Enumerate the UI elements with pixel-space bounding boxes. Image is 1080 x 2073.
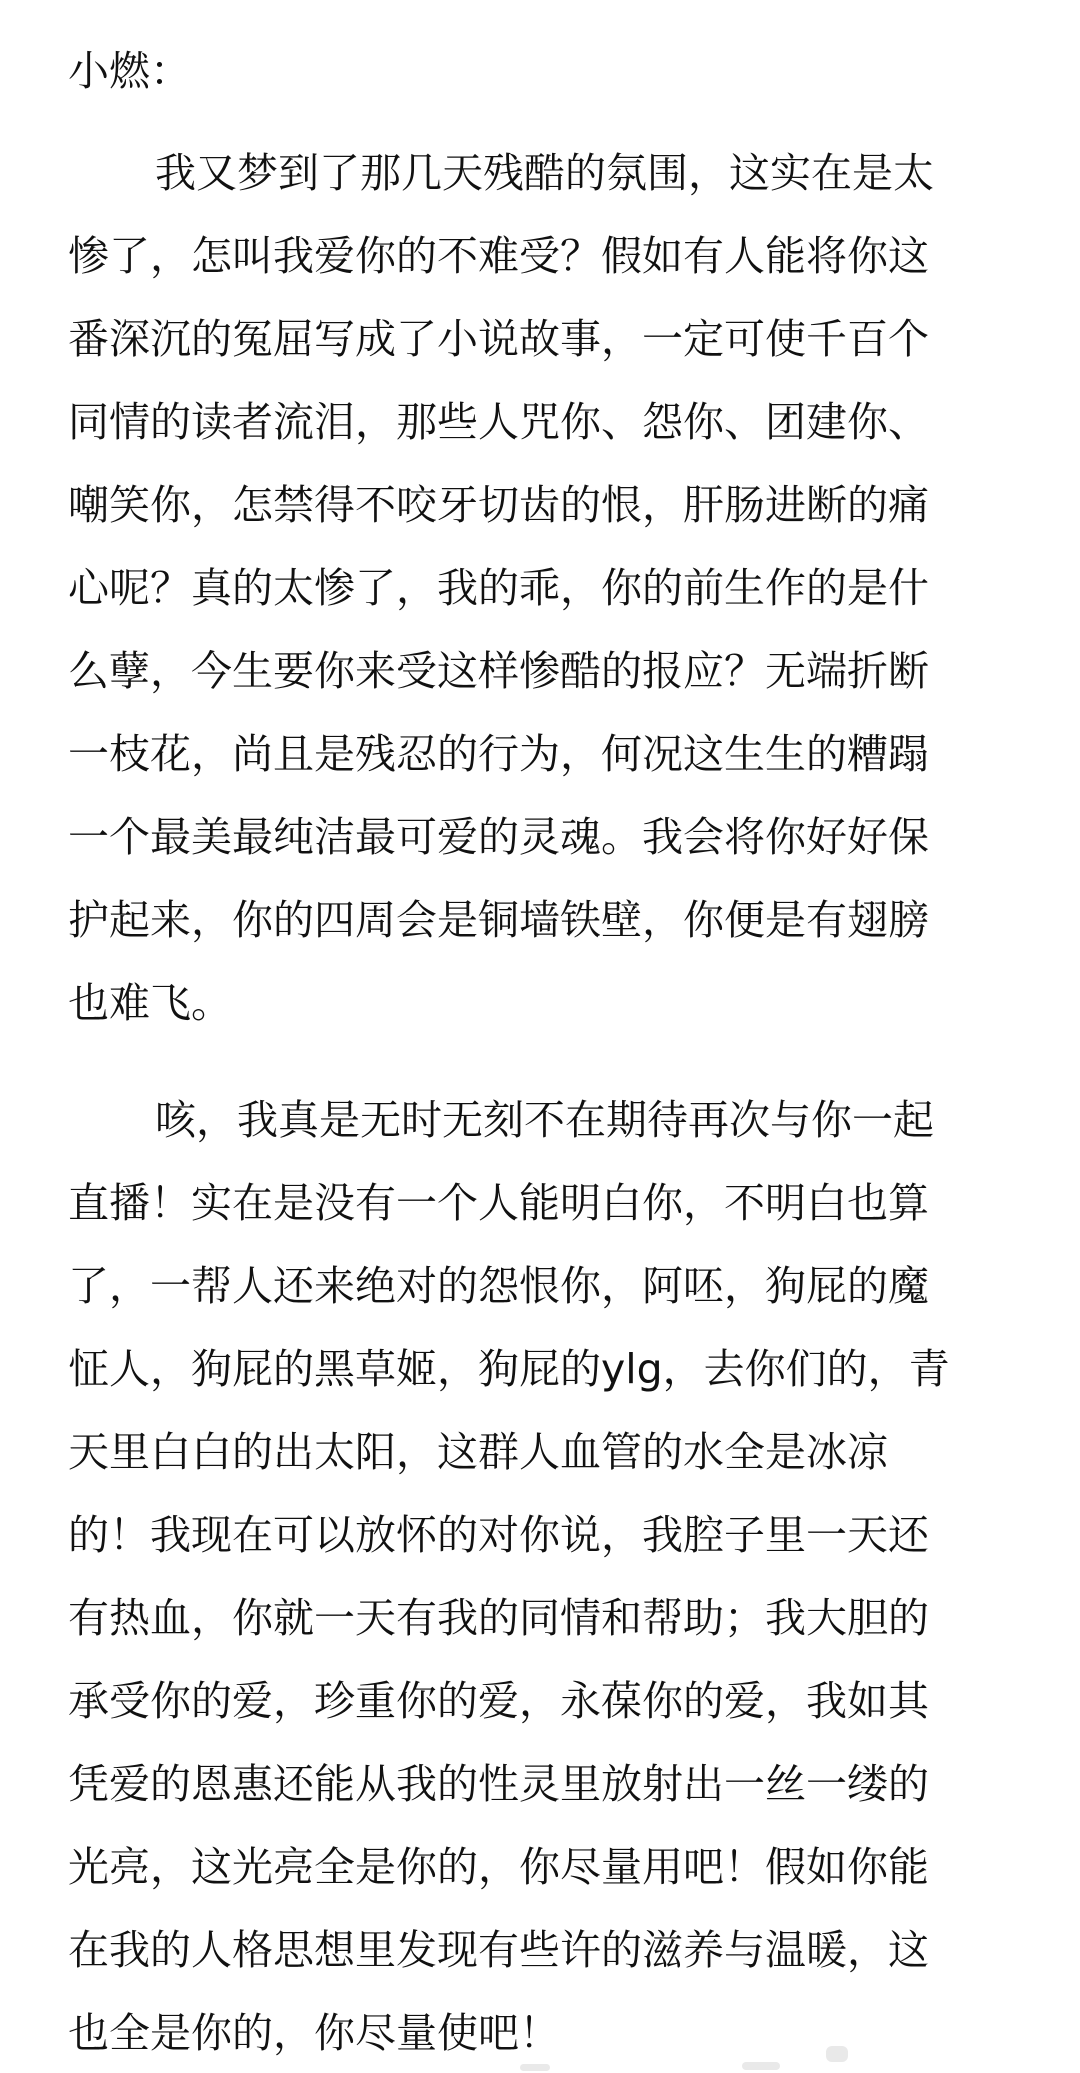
scan-artifact [826,2046,848,2062]
letter-salutation: 小燃： [68,47,191,95]
paragraph-1-line-1: 我又梦到了那几天残酷的氛围，这实在是太 [155,149,934,197]
paragraph-2-line-2: 直播！实在是没有一个人能明白你，不明白也算 [68,1179,929,1227]
paragraph-2-line-7: 有热血，你就一天有我的同情和帮助；我大胆的 [68,1594,929,1642]
paragraph-2-line-6: 的！我现在可以放怀的对你说，我腔子里一天还 [68,1511,929,1559]
paragraph-1-line-11: 也难飞。 [68,979,232,1027]
paragraph-2-line-1: 咳，我真是无时无刻不在期待再次与你一起 [155,1096,934,1144]
paragraph-2-line-9: 凭爱的恩惠还能从我的性灵里放射出一丝一缕的 [68,1760,929,1808]
scan-artifact [520,2064,550,2071]
paragraph-1-line-2: 惨了，怎叫我爱你的不难受？假如有人能将你这 [68,232,929,280]
paragraph-1-line-6: 心呢？真的太惨了，我的乖，你的前生作的是什 [68,564,929,612]
paragraph-1-line-7: 么孽，今生要你来受这样惨酷的报应？无端折断 [68,647,929,695]
paragraph-2-line-11: 在我的人格思想里发现有些许的滋养与温暖，这 [68,1926,929,1974]
paragraph-1-line-3: 番深沉的冤屈写成了小说故事，一定可使千百个 [68,315,929,363]
paragraph-1-line-5: 嘲笑你，怎禁得不咬牙切齿的恨，肝肠进断的痛 [68,481,929,529]
paragraph-2-line-5: 天里白白的出太阳，这群人血管的水全是冰凉 [68,1428,888,1476]
paragraph-2-line-12: 也全是你的，你尽量使吧！ [68,2009,560,2057]
paragraph-1-line-10: 护起来，你的四周会是铜墙铁壁，你便是有翅膀 [68,896,929,944]
paragraph-2-line-8: 承受你的爱，珍重你的爱，永葆你的爱，我如其 [68,1677,929,1725]
paragraph-2-line-10: 光亮，这光亮全是你的，你尽量用吧！假如你能 [68,1843,929,1891]
paragraph-1-line-8: 一枝花，尚且是残忍的行为，何况这生生的糟蹋 [68,730,929,778]
paragraph-1-line-4: 同情的读者流泪，那些人咒你、怨你、团建你、 [68,398,929,446]
paragraph-2-line-3: 了，一帮人还来绝对的怨恨你，阿呸，狗屁的魔 [68,1262,929,1310]
letter-page [68,0,1012,2073]
paragraph-1-line-9: 一个最美最纯洁最可爱的灵魂。我会将你好好保 [68,813,929,861]
scan-artifact [742,2062,780,2070]
paragraph-2-line-4: 怔人，狗屁的黑草姬，狗屁的ylg，去你们的，青 [68,1345,950,1393]
